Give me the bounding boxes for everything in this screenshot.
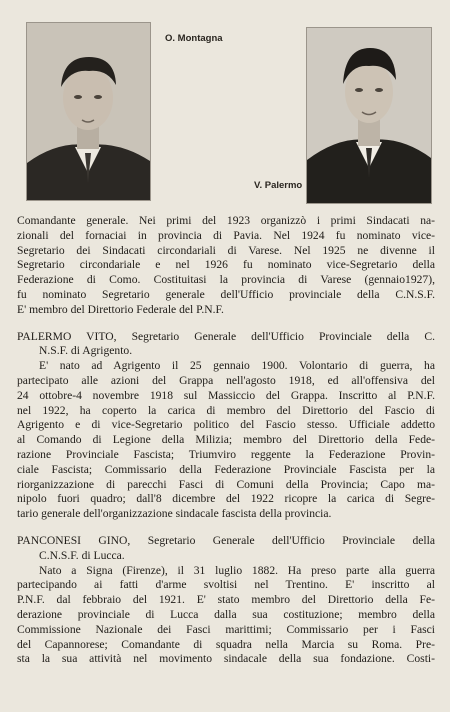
text-line: C.N.S.F. di Lucca. bbox=[39, 548, 125, 562]
text-line: sta la sua attività nel movimento sindacale della sua fondazione. Costi- bbox=[17, 652, 435, 666]
article-text bbox=[17, 214, 435, 667]
entry-heading-panconesi: PANCONESI GINO, Segretario Generale dell'Ufficio Provinciale della bbox=[17, 533, 435, 547]
text-line: al Comando di Legione della Milizia; membro del Direttorio della Fede- bbox=[17, 433, 435, 447]
portrait-photo-palermo bbox=[306, 27, 432, 204]
paragraph-gap bbox=[17, 522, 435, 534]
text-line: 24 ottobre-4 novembre 1918 sul Massiccio del Grappa. Inscritto al P.N.F. bbox=[17, 388, 435, 402]
text-line: E' membro del Direttorio Federale del P.N.F. bbox=[17, 302, 224, 316]
text-line: Commissione Nazionale dei Fasci marittimi; Commissario per i Fasci bbox=[17, 622, 435, 636]
text-line: derazione provinciale di Lucca dalla sua costituzione; membro della bbox=[17, 607, 435, 621]
portrait-photo-montagna bbox=[26, 22, 151, 201]
text-line: del Capannorese; Comandante di squadra nella Marcia su Roma. Pre- bbox=[17, 637, 435, 651]
text-line: zionali del fornaciai in provincia di Pavia. Nel 1924 fu nominato vice- bbox=[17, 228, 435, 242]
entry-heading-palermo: PALERMO VITO, Segretario Generale dell'Ufficio Provinciale della C. bbox=[17, 329, 435, 343]
text-line: Segretario circondariale e nel 1926 fu nominato vice-Segretario della bbox=[17, 258, 435, 272]
text-line: Agrigento e di vice-Segretario politico del Fascio stesso. Ufficiale addetto bbox=[17, 418, 435, 432]
paragraph-gap bbox=[17, 318, 435, 330]
text-line: P.N.F. dal febbraio del 1921. E' stato membro del Direttorio della Fe- bbox=[17, 593, 435, 607]
text-line: partecipato alle azioni del Grappa nell'agosto 1918, ed all'offensiva del bbox=[17, 373, 435, 387]
caption-palermo: V. Palermo bbox=[254, 180, 303, 191]
text-line: Comandante generale. Nei primi del 1923 organizzò i primi Sindacati na- bbox=[17, 214, 435, 227]
text-line: E' nato ad Agrigento il 25 gennaio 1900. Volontario di guerra, ha bbox=[39, 359, 435, 373]
text-line: nel 1922, ha coperto la carica di membro del Direttorio del Fascio di bbox=[17, 403, 435, 417]
text-line: fu nominato Segretario generale dell'Ufficio provinciale della C.N.S.F. bbox=[17, 287, 435, 301]
text-line: N.S.F. di Agrigento. bbox=[39, 344, 133, 358]
portrait-image bbox=[307, 28, 431, 203]
text-line: Federazione di Como. Costituitasi la provincia di Varese (gennaio1927), bbox=[17, 273, 435, 287]
text-line: tario generale dell'organizzazione sindacale fascista della provincia. bbox=[17, 507, 332, 521]
text-line: razione Provinciale Fascista; Triumviro reggente la Federazione Provin- bbox=[17, 447, 435, 461]
text-line: ciale Fascista; Commissario della Federazione Provinciale Fascista per la bbox=[17, 462, 435, 476]
text-line: riorganizzazione di parecchi Fasci di Comuni della Provincia; Capo ma- bbox=[17, 477, 435, 491]
portrait-image bbox=[27, 23, 150, 200]
caption-montagna: O. Montagna bbox=[165, 33, 223, 44]
text-line: Nato a Signa (Firenze), il 31 luglio 1882. Ha preso parte alla guerra bbox=[39, 563, 435, 577]
text-line: Segretario dei Sindacati circondariali di Varese. Nel 1925 ne divenne il bbox=[17, 243, 435, 257]
text-line: nipolo fuori quadro; dall'8 dicembre del 1922 ricopre la carica di Segre- bbox=[17, 492, 435, 506]
text-line: partecipando ai fatti d'arme svoltisi nel Trentino. E' inscritto al bbox=[17, 578, 435, 592]
